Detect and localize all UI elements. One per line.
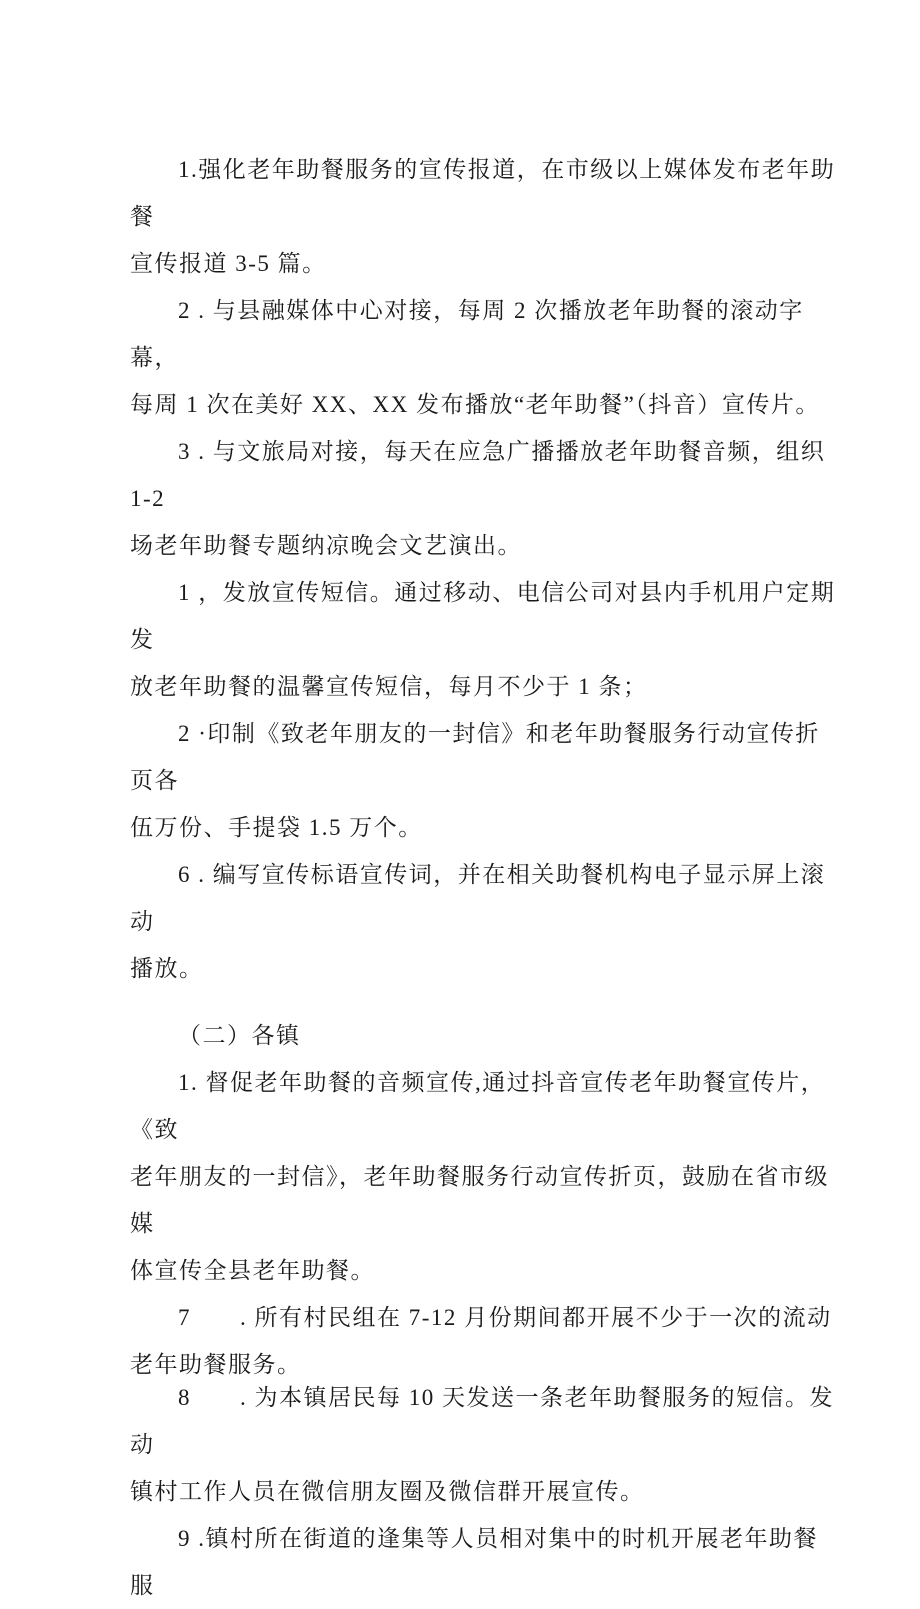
text-line: 3 . 与文旅局对接，每天在应急广播播放老年助餐音频，组织 1-2	[130, 439, 833, 511]
paragraph	[130, 569, 840, 710]
text-line: 老年朋友的一封信》，老年助餐服务行动宣传折页，鼓励在省市级媒	[130, 1164, 829, 1236]
text-line: 1. 督促老年助餐的音频宣传,通过抖音宣传老年助餐宣传片，《致	[130, 1070, 826, 1142]
text-line: 镇村工作人员在微信朋友圈及微信群开展宣传。	[130, 1479, 645, 1504]
text-line: 宣传报道 3-5 篇。	[130, 251, 327, 276]
text-line: 2 ·印制《致老年朋友的一封信》和老年助餐服务行动宣传折页各	[130, 721, 820, 793]
paragraph	[130, 428, 840, 569]
text-line: 6 . 编写宣传标语宣传词，并在相关助餐机构电子显示屏上滚动	[130, 862, 826, 934]
text-line: （二）各镇	[178, 1023, 301, 1048]
text-line: 8 . 为本镇居民每 10 天发送一条老年助餐服务的短信。发动	[130, 1385, 834, 1457]
text-line: 场老年助餐专题纳凉晚会文艺演出。	[130, 533, 522, 558]
text-line: 7 . 所有村民组在 7-12 月份期间都开展不少于一次的流动	[178, 1305, 832, 1330]
text-line: 2 . 与县融媒体中心对接，每周 2 次播放老年助餐的滚动字幕，	[130, 298, 804, 370]
paragraph	[130, 1374, 840, 1515]
paragraph	[130, 146, 840, 287]
text-line: 每周 1 次在美好 XX、XX 发布播放“老年助餐”（抖音）宣传片。	[130, 392, 820, 417]
paragraph	[130, 287, 840, 428]
text-line: 播放。	[130, 956, 204, 981]
text-line: 放老年助餐的温馨宣传短信，每月不少于 1 条；	[130, 674, 648, 699]
text-line: 1 ，发放宣传短信。通过移动、电信公司对县内手机用户定期发	[130, 580, 836, 652]
paragraph	[130, 1515, 840, 1609]
text-line: 9 .镇村所在街道的逢集等人员相对集中的时机开展老年助餐服	[130, 1526, 818, 1598]
paragraph	[130, 851, 840, 992]
paragraph	[130, 710, 840, 851]
text-line: 1.强化老年助餐服务的宣传报道，在市级以上媒体发布老年助餐	[130, 157, 836, 229]
section-heading	[130, 1012, 840, 1059]
text-line: 伍万份、手提袋 1.5 万个。	[130, 815, 423, 840]
paragraph	[130, 1059, 840, 1294]
text-line: 体宣传全县老年助餐。	[130, 1258, 375, 1283]
text-line: 老年助餐服务。	[130, 1352, 302, 1377]
